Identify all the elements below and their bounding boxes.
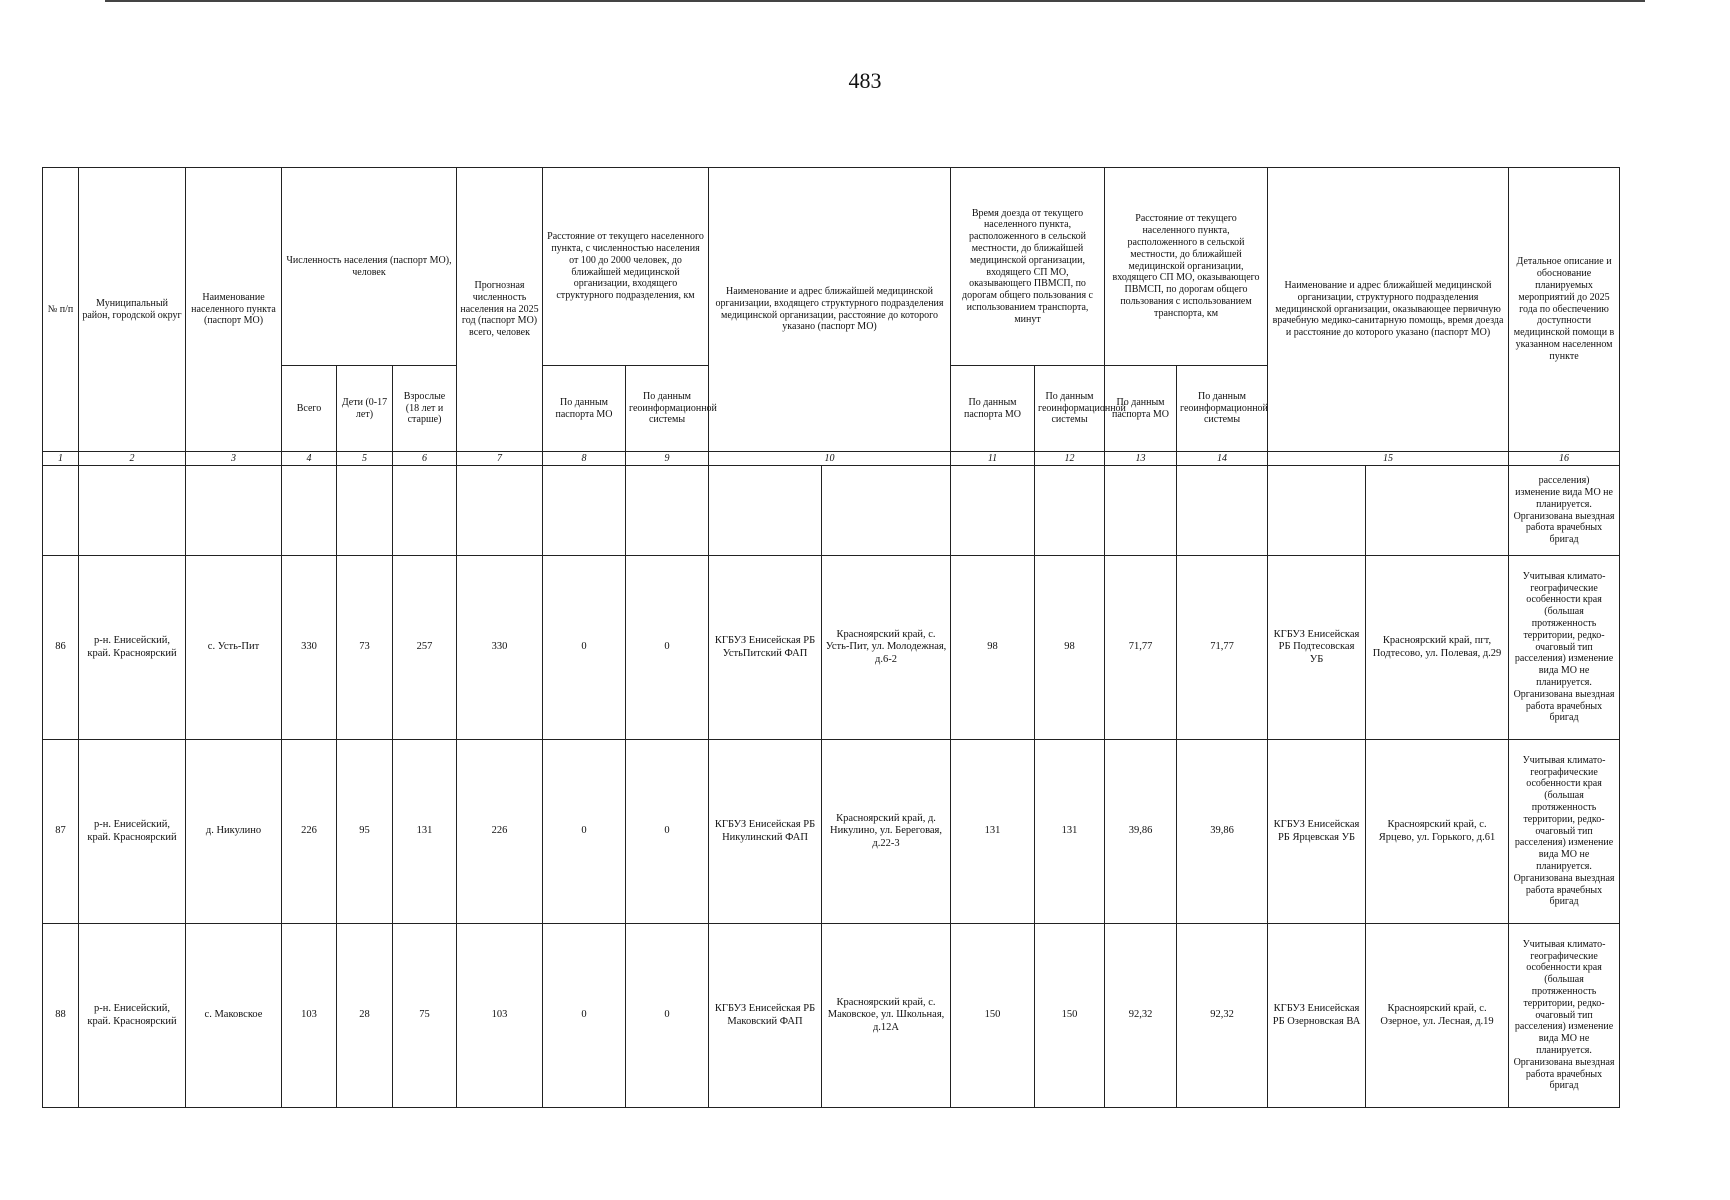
col-number: 6 [393,452,457,466]
col-number: 11 [951,452,1035,466]
description-cell: Учитывая климато-географические особенности края (большая протяженность территории, редко-очаговый тип расселения) изменение вида МО не планируется. Организована выездная работа врачебных бригад [1509,556,1620,740]
table-row [43,556,1620,740]
forecast-cell: 103 [457,924,543,1108]
header-km-group: Расстояние от текущего населенного пункта, расположенного в сельской местности, до ближайшей медицинской организации, входящего СП МО, оказывающего ПВМСП, по дорогам общего пользования с использованием транспорта, км [1105,168,1268,366]
org-name-cell: КГБУЗ Енисейская РБ Никулинский ФАП [709,740,822,924]
header-time-group: Время доезда от текущего населенного пункта, расположенного в сельской местности, до ближайшей медицинской организации, входящего СП МО, оказывающего ПВМСП, по дорогам общего пользования с использованием транспорта, минут [951,168,1105,366]
continuation-row [43,466,1620,556]
header-population-group: Численность населения (паспорт МО), человек [282,168,457,366]
pv-org-name-cell: КГБУЗ Енисейская РБ Ярцевская УБ [1268,740,1366,924]
header-locality: Наименование населенного пункта (паспорт МО) [186,168,282,452]
header-distance-group: Расстояние от текущего населенного пункта, с численностью населения от 100 до 2000 человек, до ближайшей медицинской организации, входящего структурного подразделения, км [543,168,709,366]
header-adults: Взрослые (18 лет и старше) [393,366,457,452]
header-nearest-org: Наименование и адрес ближайшей медицинской организации, входящего структурного подразделения медицинской организации, расстояние до которого указано (паспорт МО) [709,168,951,452]
total-cell: 103 [282,924,337,1108]
col-number: 14 [1177,452,1268,466]
time-gis-cell: 98 [1035,556,1105,740]
header-dist-mo: По данным паспорта МО [543,366,626,452]
adults-cell: 257 [393,556,457,740]
continuation-description: расселения) изменение вида МО не планируется. Организована выездная работа врачебных бригад [1509,466,1620,556]
row-number: 86 [43,556,79,740]
org-address-cell: Красноярский край, с. Маковское, ул. Школьная, д.12А [822,924,951,1108]
dist-gis-cell: 0 [626,740,709,924]
district-cell: р-н. Енисейский, край. Красноярский [79,924,186,1108]
page-number: 483 [848,68,882,93]
col-number: 9 [626,452,709,466]
org-address-cell: Красноярский край, д. Никулино, ул. Береговая, д.22-3 [822,740,951,924]
description-cell: Учитывая климато-географические особенности края (большая протяженность территории, редко-очаговый тип расселения) изменение вида МО не планируется. Организована выездная работа врачебных бригад [1509,924,1620,1108]
km-gis-cell: 71,77 [1177,556,1268,740]
time-mo-cell: 98 [951,556,1035,740]
km-gis-cell: 39,86 [1177,740,1268,924]
header-description: Детальное описание и обоснование планируемых мероприятий до 2025 года по обеспечению доступности медицинской помощи в указанном населенном пункте [1509,168,1620,452]
col-number: 13 [1105,452,1177,466]
total-cell: 226 [282,740,337,924]
district-cell: р-н. Енисейский, край. Красноярский [79,556,186,740]
children-cell: 73 [337,556,393,740]
children-cell: 95 [337,740,393,924]
children-cell: 28 [337,924,393,1108]
total-cell: 330 [282,556,337,740]
population-access-table [42,167,1620,1108]
header-time-gis: По данным геоинформационной системы [1035,366,1105,452]
dist-mo-cell: 0 [543,740,626,924]
forecast-cell: 226 [457,740,543,924]
locality-cell: с. Усть-Пит [186,556,282,740]
col-number: 7 [457,452,543,466]
km-mo-cell: 71,77 [1105,556,1177,740]
col-number: 10 [709,452,951,466]
column-number-row [43,452,1620,466]
col-number: 15 [1268,452,1509,466]
org-name-cell: КГБУЗ Енисейская РБ УстьПитский ФАП [709,556,822,740]
row-number: 88 [43,924,79,1108]
col-number: 5 [337,452,393,466]
pv-org-name-cell: КГБУЗ Енисейская РБ Подтесовская УБ [1268,556,1366,740]
adults-cell: 75 [393,924,457,1108]
locality-cell: с. Маковское [186,924,282,1108]
header-primary-care-org: Наименование и адрес ближайшей медицинской организации, структурного подразделения медицинской организации, оказывающее первичную врачебную медико-санитарную помощь, время доезда и расстояние до которого указано (паспорт МО) [1268,168,1509,452]
row-number: 87 [43,740,79,924]
dist-mo-cell: 0 [543,924,626,1108]
dist-mo-cell: 0 [543,556,626,740]
header-district: Муниципальный район, городской округ [79,168,186,452]
header-km-gis: По данным геоинформационной системы [1177,366,1268,452]
pv-org-name-cell: КГБУЗ Енисейская РБ Озерновская ВА [1268,924,1366,1108]
km-gis-cell: 92,32 [1177,924,1268,1108]
header-time-mo: По данным паспорта МО [951,366,1035,452]
pv-org-address-cell: Красноярский край, с. Озерное, ул. Лесная, д.19 [1366,924,1509,1108]
col-number: 4 [282,452,337,466]
table-row [43,924,1620,1108]
org-name-cell: КГБУЗ Енисейская РБ Маковский ФАП [709,924,822,1108]
time-gis-cell: 150 [1035,924,1105,1108]
col-number: 2 [79,452,186,466]
time-mo-cell: 131 [951,740,1035,924]
forecast-cell: 330 [457,556,543,740]
district-cell: р-н. Енисейский, край. Красноярский [79,740,186,924]
header-no: № п/п [43,168,79,452]
pv-org-address-cell: Красноярский край, пгт, Подтесово, ул. Полевая, д.29 [1366,556,1509,740]
header-dist-gis: По данным геоинформационной системы [626,366,709,452]
header-forecast: Прогнозная численность населения на 2025 год (паспорт МО) всего, человек [457,168,543,452]
dist-gis-cell: 0 [626,556,709,740]
col-number: 3 [186,452,282,466]
col-number: 16 [1509,452,1620,466]
km-mo-cell: 39,86 [1105,740,1177,924]
table-row [43,740,1620,924]
locality-cell: д. Никулино [186,740,282,924]
time-gis-cell: 131 [1035,740,1105,924]
adults-cell: 131 [393,740,457,924]
col-number: 12 [1035,452,1105,466]
top-rule [105,0,1645,2]
col-number: 1 [43,452,79,466]
col-number: 8 [543,452,626,466]
header-km-mo: По данным паспорта МО [1105,366,1177,452]
description-cell: Учитывая климато-географические особенности края (большая протяженность территории, редко-очаговый тип расселения) изменение вида МО не планируется. Организована выездная работа врачебных бригад [1509,740,1620,924]
header-total: Всего [282,366,337,452]
time-mo-cell: 150 [951,924,1035,1108]
dist-gis-cell: 0 [626,924,709,1108]
pv-org-address-cell: Красноярский край, с. Ярцево, ул. Горького, д.61 [1366,740,1509,924]
header-children: Дети (0-17 лет) [337,366,393,452]
org-address-cell: Красноярский край, с. Усть-Пит, ул. Молодежная, д.6-2 [822,556,951,740]
km-mo-cell: 92,32 [1105,924,1177,1108]
